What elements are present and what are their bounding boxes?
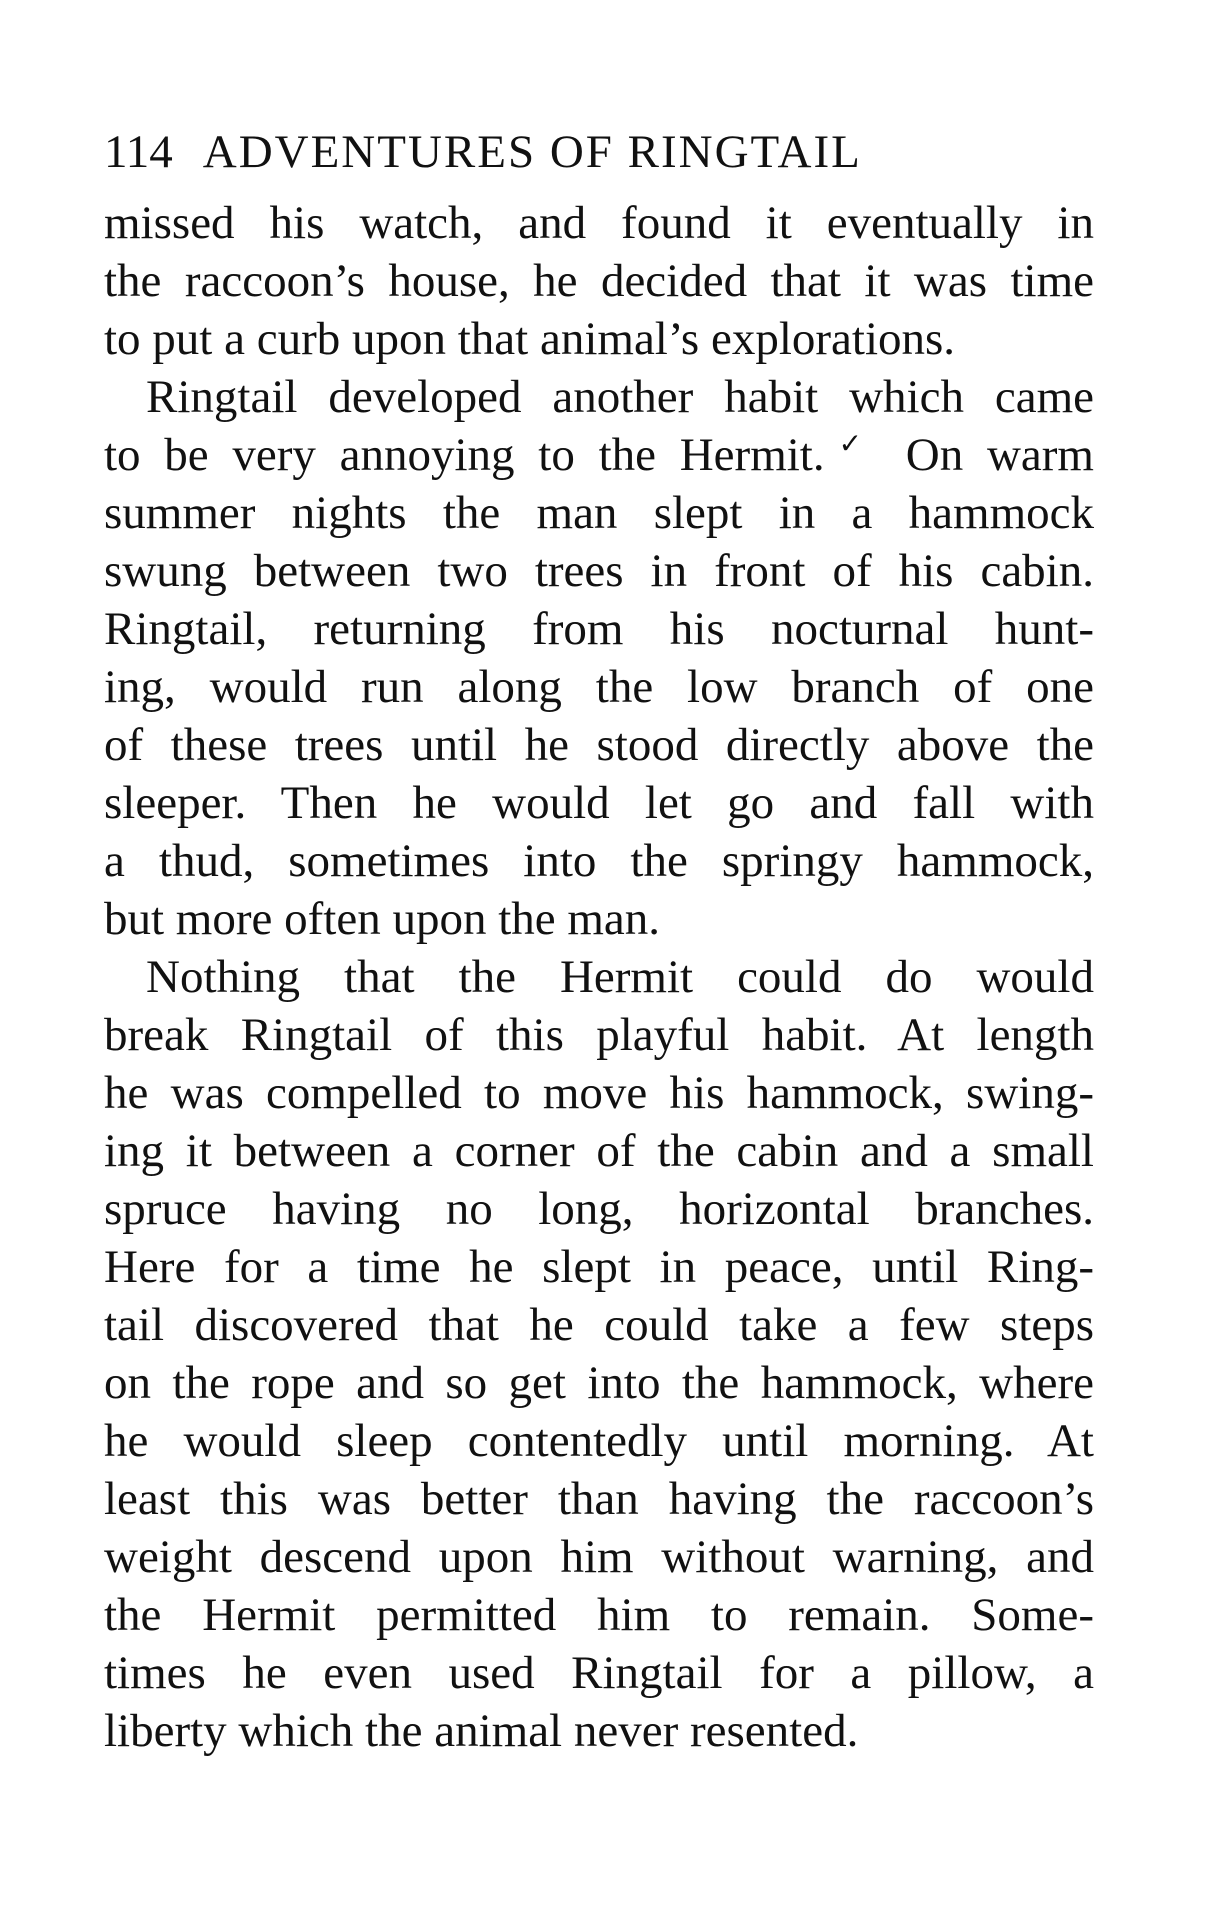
text-line: missed his watch, and found it eventually in [104,197,1094,249]
text-line: spruce having no long, horizontal branches. [104,1183,1094,1235]
text-line: times he even used Ringtail for a pillow, a [104,1647,1094,1699]
text-line: of these trees until he stood directly above the [104,719,1094,771]
text-line: on the rope and so get into the hammock, where [104,1357,1094,1409]
page-number: 114 [104,126,173,178]
text-line: liberty which the animal never resented. [104,1705,859,1757]
text-line: the Hermit permitted him to remain. Some- [104,1589,1094,1641]
text-line: ing it between a corner of the cabin and a small [104,1125,1094,1177]
text-line-annotated [104,426,1094,484]
text-line: sleeper. Then he would let go and fall with [104,777,1094,829]
text-line: Nothing that the Hermit could do would [146,951,1094,1003]
text-line: tail discovered that he could take a few steps [104,1299,1094,1351]
text-line: Ringtail, returning from his nocturnal hunt- [104,603,1094,655]
text-line: Here for a time he slept in peace, until Ring- [104,1241,1094,1293]
text-line: a thud, sometimes into the springy hammock, [104,835,1094,887]
text-line: but more often upon the man. [104,893,661,945]
text-line: he would sleep contentedly until morning. At [104,1415,1094,1467]
text-line: to put a curb upon that animal’s explorations. [104,313,956,365]
running-head [104,122,1094,182]
text-line: least this was better than having the raccoon’s [104,1473,1094,1525]
text-line: the raccoon’s house, he decided that it was time [104,255,1094,307]
text-line: swung between two trees in front of his cabin. [104,545,1094,597]
text-segment: On warm [905,429,1094,481]
text-segment: to be very annoying to the Hermit. [104,429,825,481]
text-line: Ringtail developed another habit which came [146,371,1094,423]
text-line: he was compelled to move his hammock, swing- [104,1067,1094,1119]
body-text [104,194,1094,1760]
text-line: summer nights the man slept in a hammock [104,487,1094,539]
text-line: break Ringtail of this playful habit. At length [104,1009,1094,1061]
text-line: weight descend upon him without warning, and [104,1531,1094,1583]
check-mark-icon: ✓ [826,429,875,461]
text-line: ing, would run along the low branch of one [104,661,1094,713]
book-page [104,122,1094,1760]
running-title: ADVENTURES OF RINGTAIL [202,126,862,178]
